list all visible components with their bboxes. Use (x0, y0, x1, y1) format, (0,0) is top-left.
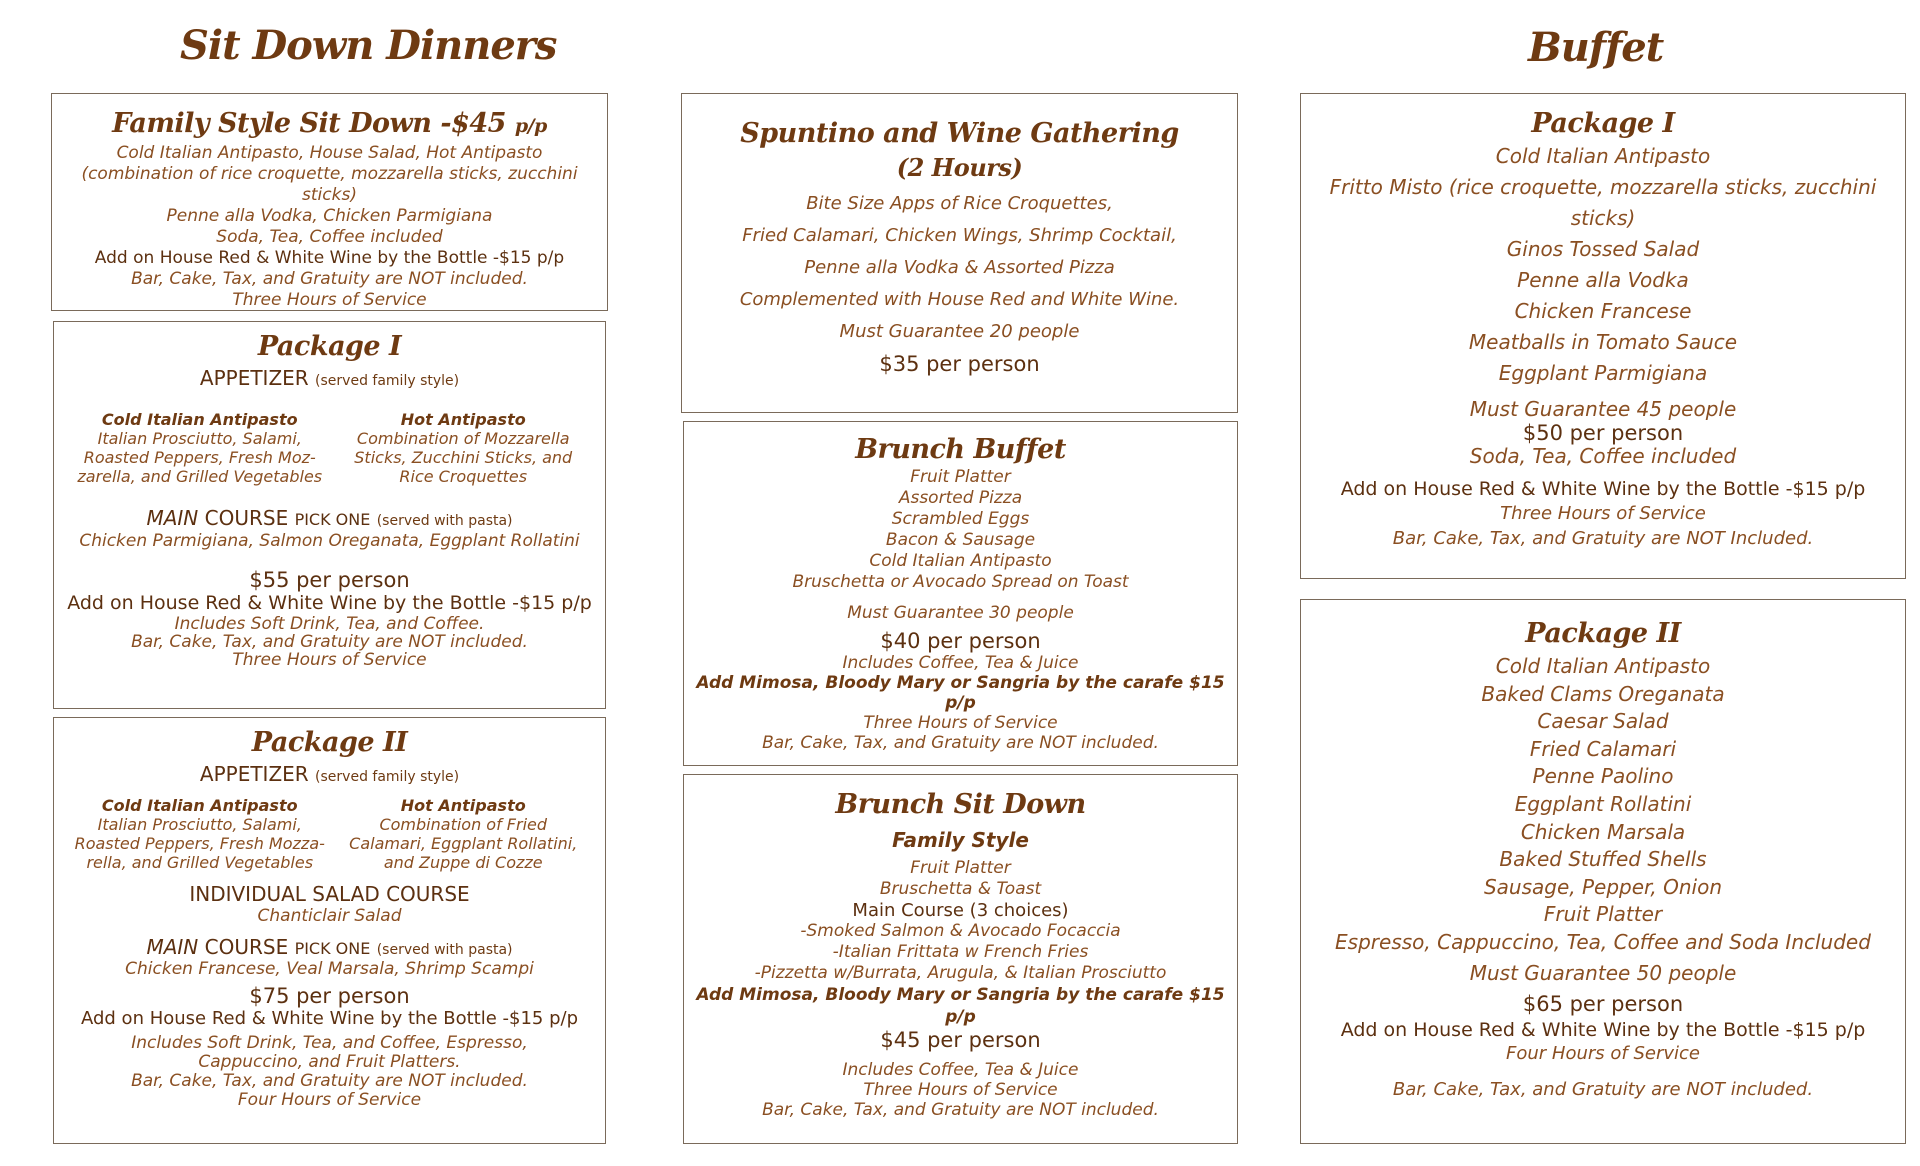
card-title: Brunch Buffet (855, 434, 1066, 465)
buffet-package-2-card (1300, 599, 1906, 1144)
sit-down-package-1-card (53, 321, 606, 709)
menu-items: Fruit Platter Bruschetta & Toast (879, 858, 1042, 899)
main-course-heading: MAIN COURSE PICK ONE (served with pasta) (146, 506, 513, 530)
salad-course-heading: INDIVIDUAL SALAD COURSE (189, 882, 470, 906)
card-title: Spuntino and Wine Gathering (740, 118, 1179, 149)
footer-notes: Includes Coffee, Tea & Juice Three Hours of Service Bar, Cake, Tax, and Gratuity are NOT included. (762, 1060, 1159, 1120)
price: $40 per person (880, 629, 1041, 653)
main-course-items: Chicken Francese, Veal Marsala, Shrimp Scampi (125, 959, 534, 979)
main-course-items: -Smoked Salmon & Avocado Focaccia -Italian Frittata w French Fries -Pizzetta w/Burrata, Arugula, & Italian Prosciutto (754, 921, 1167, 983)
main-course-heading: MAIN COURSE PICK ONE (served with pasta) (146, 935, 513, 959)
soda-note: Soda, Tea, Coffee included (1469, 444, 1737, 468)
brunch-buffet-card (683, 421, 1238, 766)
not-included-note: Bar, Cake, Tax, and Gratuity are NOT included. (762, 733, 1159, 753)
menu-items: Cold Italian Antipasto Baked Clams Oreganata Caesar Salad Fried Calamari Penne Paolino Eggplant Rollatini Chicken Marsala Baked Stuffed Shells Sausage, Pepper, Onion Fruit Platter Espresso, Cappuccino, Tea, Coffee and Soda Included (1335, 654, 1871, 954)
appetizer-heading: APPETIZER (served family style) (199, 762, 460, 786)
guarantee: Must Guarantee 45 people (1469, 397, 1737, 421)
price: $55 per person (249, 568, 410, 592)
addon: Add Mimosa, Bloody Mary or Sangria by the carafe $15 p/p (696, 673, 1225, 713)
includes: Includes Coffee, Tea & Juice (842, 653, 1079, 673)
spuntino-card (681, 93, 1238, 413)
card-title: Brunch Sit Down (835, 789, 1086, 820)
sit-down-dinners-heading: Sit Down Dinners (180, 22, 557, 69)
service-hours: Four Hours of Service (1506, 1042, 1700, 1064)
appetizer-columns: Cold Italian Antipasto Italian Prosciutto, Salami, Roasted Peppers, Fresh Mozza- rella, and Grilled Vegetables Hot Antipasto Combination of Fried Calamari, Eggplant Rollatini, and Zuppe di Cozze (74, 796, 578, 872)
menu-items: Fruit Platter Assorted Pizza Scrambled Eggs Bacon & Sausage Cold Italian Antipasto Bruschetta or Avocado Spread on Toast (792, 467, 1129, 592)
price: $45 per person (880, 1028, 1041, 1052)
service-hours: Three Hours of Service (232, 290, 427, 310)
not-included-note: Bar, Cake, Tax, and Gratuity are NOT Included. (1392, 528, 1814, 549)
service-hours: Three Hours of Service (1500, 503, 1706, 524)
guarantee: Must Guarantee 30 people (847, 603, 1074, 623)
menu-items: Cold Italian Antipasto Fritto Misto (rice croquette, mozzarella sticks, zucchini sticks) Ginos Tossed Salad Penne alla Vodka Chicken Francese Meatballs in Tomato Sauce Eggplant Parmigiana (1329, 144, 1877, 385)
card-title: Family Style Sit Down -$45 p/p (112, 108, 547, 139)
wine-addon: Add on House Red & White Wine by the Bottle -$15 p/p (67, 592, 592, 614)
card-title: Package II (251, 727, 408, 758)
buffet-package-1-card (1300, 93, 1906, 579)
salad-item: Chanticlair Salad (257, 906, 402, 926)
price: $35 per person (879, 352, 1040, 376)
card-title: Package II (1525, 618, 1681, 649)
card-title: Package I (257, 331, 402, 362)
sit-down-package-2-card (53, 717, 606, 1144)
not-included-note: Bar, Cake, Tax, and Gratuity are NOT included. (131, 269, 528, 289)
wine-addon: Add on House Red & White Wine by the Bottle -$15 p/p (1340, 1018, 1866, 1041)
main-course-items: Chicken Parmigiana, Salmon Oreganata, Eggplant Rollatini (79, 531, 580, 551)
card-subtitle: Family Style (892, 828, 1029, 852)
main-course-heading: Main Course (3 choices) (852, 900, 1069, 921)
service-hours: Three Hours of Service (863, 713, 1058, 733)
price: $65 per person (1522, 991, 1684, 1016)
price: $50 per person (1522, 421, 1684, 445)
appetizer-columns: Cold Italian Antipasto Italian Prosciutto, Salami, Roasted Peppers, Fresh Moz- zarella, and Grilled Vegetables Hot Antipasto Combination of Mozzarella Sticks, Zucchini Sticks, and Rice Croquettes (77, 410, 573, 486)
addon: Add Mimosa, Bloody Mary or Sangria by the carafe $15 p/p (696, 985, 1225, 1027)
family-style-card (51, 93, 608, 311)
price: $75 per person (249, 984, 410, 1008)
card-subtitle: (2 Hours) (896, 153, 1023, 182)
not-included-note: Bar, Cake, Tax, and Gratuity are NOT included. (1392, 1078, 1814, 1100)
guarantee: Must Guarantee 50 people (1469, 960, 1737, 985)
menu-lines: Bite Size Apps of Rice Croquettes, Fried Calamari, Chicken Wings, Shrimp Cocktail, Penne alla Vodka & Assorted Pizza Complemented with House Red and White Wine. Must Guarantee 20 people (739, 193, 1180, 342)
buffet-heading: Buffet (1528, 24, 1664, 71)
brunch-sit-down-card (683, 774, 1238, 1144)
wine-addon: Add on House Red & White Wine by the Bottle -$15 p/p (1340, 478, 1866, 500)
menu-lines: Cold Italian Antipasto, House Salad, Hot Antipasto (combination of rice croquette, mozzarella sticks, zucchini sticks) Penne alla Vodka, Chicken Parmigiana Soda, Tea, Coffee included (81, 143, 578, 247)
footer-notes: Includes Soft Drink, Tea, and Coffee, Espresso, Cappuccino, and Fruit Platters. Bar, Cake, Tax, and Gratuity are NOT included. Four Hours of Service (131, 1033, 528, 1110)
appetizer-heading: APPETIZER (served family style) (199, 366, 460, 390)
wine-addon: Add on House Red & White Wine by the Bottle -$15 p/p (94, 248, 565, 268)
card-title: Package I (1531, 108, 1675, 139)
footer-notes: Includes Soft Drink, Tea, and Coffee. Bar, Cake, Tax, and Gratuity are NOT included. Three Hours of Service (131, 614, 528, 670)
wine-addon: Add on House Red & White Wine by the Bottle -$15 p/p (80, 1008, 578, 1029)
